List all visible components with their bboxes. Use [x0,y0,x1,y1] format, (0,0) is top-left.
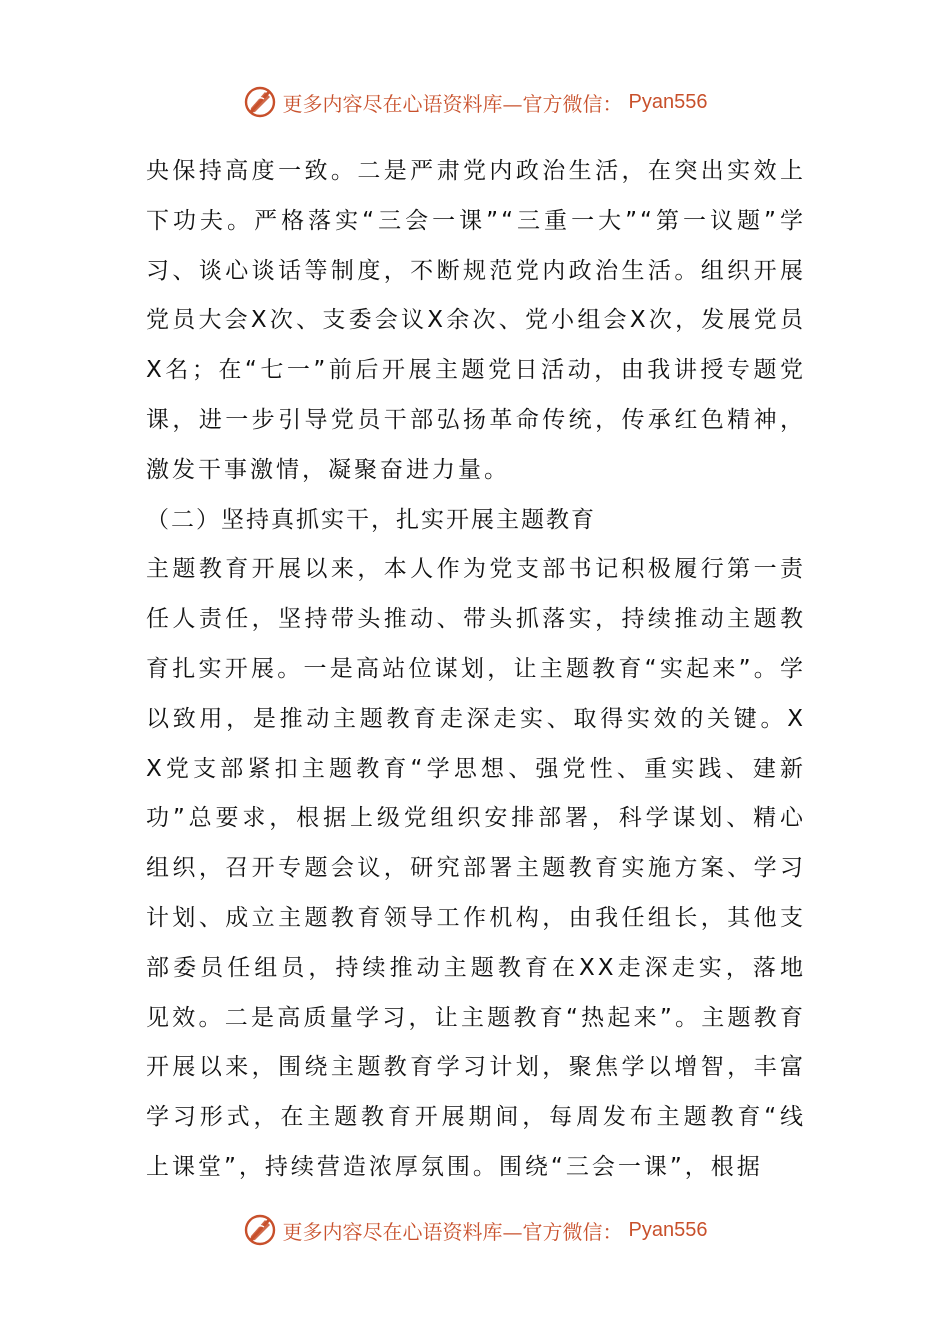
footer-watermark [0,1210,950,1250]
section-heading-2: （二）坚持真抓实干，扎实开展主题教育 [146,506,596,533]
pen-logo-icon [243,85,277,119]
watermark-text: 更多内容尽在心语资料库—官方微信： [282,91,623,116]
watermark-account: Pyan556 [628,90,708,113]
header-watermark [0,82,950,122]
paragraph-2: 主题教育开展以来，本人作为党支部书记积极履行第一责任人责任，坚持带头推动、带头抓落实，持续推动主题教育扎实开展。一是高站位谋划，让主题教育“实起来”。学以致用，是推动主题教育走深走实、取得实效的关键。XX党支部紧扣主题教育“学思想、强党性、重实践、建新功”总要求，根据上级党组织安排部署，科学谋划、精心组织，召开专题会议，研究部署主题教育实施方案、学习计划、成立主题教育领导工作机构，由我任组长，其他支部委员任组员，持续推动主题教育在XX走深走实，落地见效。二是高质量学习，让主题教育“热起来”。主题教育开展以来，围绕主题教育学习计划，聚焦学以增智，丰富学习形式，在主题教育开展期间，每周发布主题教育“线上课堂”，持续营造浓厚氛围。围绕“三会一课”，根据 [146,556,806,1180]
paragraph-1: 央保持高度一致。二是严肃党内政治生活，在突出实效上下功夫。严格落实“三会一课”“三重一大”“第一议题”学习、谈心谈话等制度，不断规范党内政治生活。组织开展党员大会X次、支委会议X余次、党小组会X次，发展党员X名；在“七一”前后开展主题党日活动，由我讲授专题党课，进一步引导党员干部弘扬革命传统，传承红色精神，激发干事激情，凝聚奋进力量。 [146,158,806,483]
document-body [146,147,806,1193]
watermark-account: Pyan556 [628,1218,708,1241]
watermark-text: 更多内容尽在心语资料库—官方微信： [282,1219,623,1244]
pen-logo-icon [243,1213,277,1247]
